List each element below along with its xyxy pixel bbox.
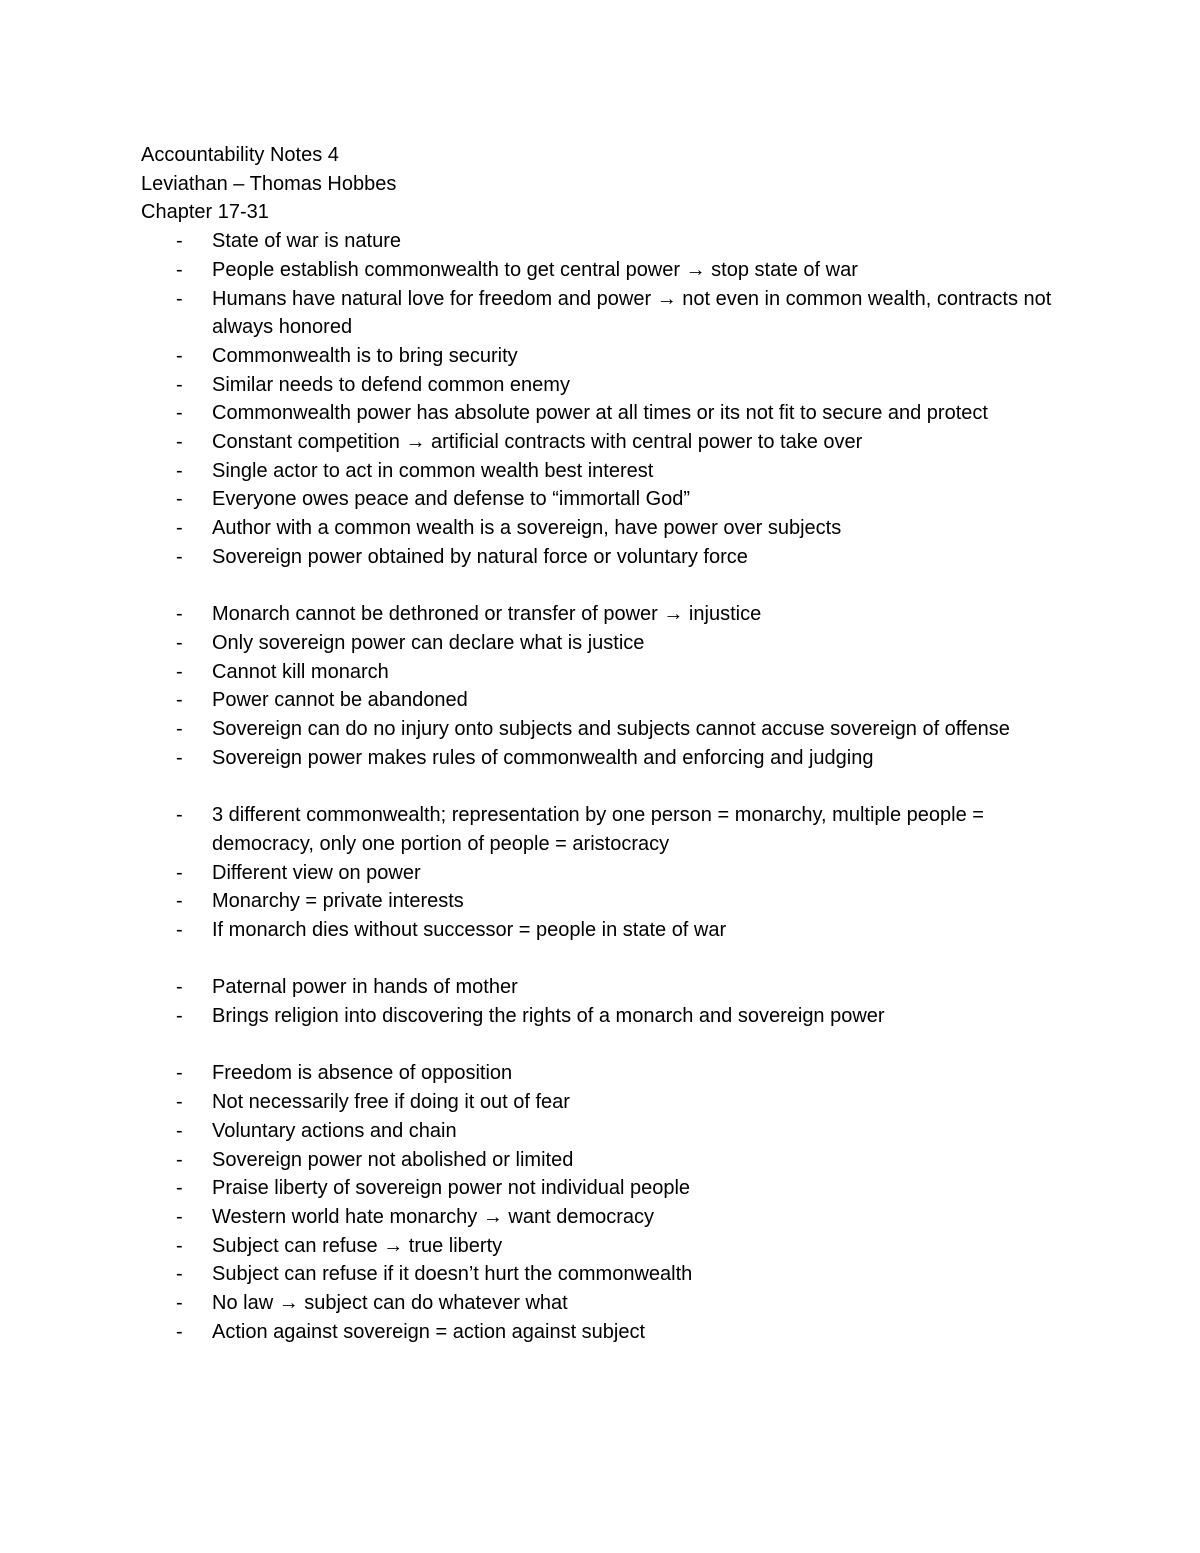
list-item-text: Single actor to act in common wealth best interest bbox=[212, 459, 654, 482]
list-item-text: Action against sovereign = action against subject bbox=[212, 1320, 646, 1343]
list-item-text: Sovereign power not abolished or limited bbox=[212, 1148, 574, 1171]
list-item bbox=[141, 1318, 1071, 1347]
list-item bbox=[141, 1146, 1071, 1175]
section-spacer bbox=[141, 772, 1071, 801]
list-item-text: Sovereign can do no injury onto subjects and subjects cannot accuse sovereign of offense bbox=[212, 718, 1010, 741]
list-item bbox=[141, 428, 1071, 457]
bullet-dash: - bbox=[176, 1234, 183, 1257]
bullet-dash: - bbox=[176, 1091, 183, 1114]
list-item-text: Sovereign power obtained by natural force or voluntary force bbox=[212, 545, 748, 568]
list-item-text: Monarch cannot be dethroned or transfer of power → injustice bbox=[212, 603, 762, 626]
list-item bbox=[141, 1174, 1071, 1203]
list-item bbox=[141, 916, 1071, 945]
bullet-dash: - bbox=[176, 1177, 183, 1200]
list-item bbox=[141, 514, 1071, 543]
list-item-text: Only sovereign power can declare what is justice bbox=[212, 631, 645, 654]
list-item-text: No law → subject can do whatever what bbox=[212, 1292, 568, 1315]
list-item bbox=[141, 887, 1071, 916]
list-item-text: Brings religion into discovering the rights of a monarch and sovereign power bbox=[212, 1005, 885, 1028]
bullet-dash: - bbox=[176, 890, 183, 913]
list-item bbox=[141, 1059, 1071, 1088]
bullet-dash: - bbox=[176, 230, 183, 253]
bullet-dash: - bbox=[176, 660, 183, 683]
document-chapter: Chapter 17-31 bbox=[141, 201, 269, 224]
bullet-dash: - bbox=[176, 1005, 183, 1028]
list-item-text: Western world hate monarchy → want democracy bbox=[212, 1205, 655, 1228]
list-item-text: State of war is nature bbox=[212, 230, 401, 253]
list-item bbox=[141, 457, 1071, 486]
list-item bbox=[141, 1260, 1071, 1289]
bullet-dash: - bbox=[176, 1148, 183, 1171]
list-item-text: Voluntary actions and chain bbox=[212, 1119, 457, 1142]
list-item-text: Commonwealth is to bring security bbox=[212, 344, 518, 367]
list-item-text: Monarchy = private interests bbox=[212, 890, 464, 913]
section-spacer bbox=[141, 1031, 1071, 1060]
bullet-dash: - bbox=[176, 1205, 183, 1228]
list-item-text: Commonwealth power has absolute power at all times or its not fit to secure and protect bbox=[212, 402, 988, 425]
notes-list bbox=[141, 801, 1071, 945]
notes-list bbox=[141, 973, 1071, 1030]
bullet-dash: - bbox=[176, 373, 183, 396]
bullet-dash: - bbox=[176, 603, 183, 626]
list-item bbox=[141, 715, 1071, 744]
bullet-dash: - bbox=[176, 1263, 183, 1286]
list-item bbox=[141, 227, 1071, 256]
list-item-text: Everyone owes peace and defense to “immortall God” bbox=[212, 488, 691, 511]
list-item bbox=[141, 973, 1071, 1002]
list-item bbox=[141, 686, 1071, 715]
bullet-dash: - bbox=[176, 689, 183, 712]
list-item-text: Subject can refuse if it doesn’t hurt the commonwealth bbox=[212, 1263, 693, 1286]
bullet-dash: - bbox=[176, 1062, 183, 1085]
list-item bbox=[141, 1203, 1071, 1232]
section-spacer bbox=[141, 945, 1071, 974]
list-item bbox=[141, 399, 1071, 428]
notes-list bbox=[141, 1059, 1071, 1346]
list-item bbox=[141, 1002, 1071, 1031]
list-item bbox=[141, 658, 1071, 687]
bullet-dash: - bbox=[176, 402, 183, 425]
notes-list bbox=[141, 227, 1071, 571]
bullet-dash: - bbox=[176, 746, 183, 769]
notes-list bbox=[141, 600, 1071, 772]
bullet-dash: - bbox=[176, 1320, 183, 1343]
list-item bbox=[141, 600, 1071, 629]
bullet-dash: - bbox=[176, 545, 183, 568]
document-body bbox=[141, 141, 1071, 1346]
list-item-text: Constant competition → artificial contracts with central power to take over bbox=[212, 431, 863, 454]
list-item-text: Praise liberty of sovereign power not individual people bbox=[212, 1177, 691, 1200]
bullet-dash: - bbox=[176, 517, 183, 540]
list-item bbox=[141, 1117, 1071, 1146]
bullet-dash: - bbox=[176, 976, 183, 999]
list-item-text: 3 different commonwealth; representation by one person = monarchy, multiple people = democracy, only one portion of people = aristocracy bbox=[212, 804, 984, 855]
bullet-dash: - bbox=[176, 631, 183, 654]
list-item bbox=[141, 543, 1071, 572]
document-title: Accountability Notes 4 bbox=[141, 144, 339, 166]
list-item bbox=[141, 859, 1071, 888]
bullet-dash: - bbox=[176, 431, 183, 454]
list-item-text: Different view on power bbox=[212, 861, 421, 884]
list-item bbox=[141, 1289, 1071, 1318]
list-item-text: Sovereign power makes rules of commonwealth and enforcing and judging bbox=[212, 746, 874, 769]
list-item-text: Humans have natural love for freedom and power → not even in common wealth, contracts not always honored bbox=[212, 287, 1052, 339]
list-item bbox=[141, 485, 1071, 514]
list-item-text: Cannot kill monarch bbox=[212, 660, 389, 683]
bullet-dash: - bbox=[176, 344, 183, 367]
bullet-dash: - bbox=[176, 1119, 183, 1142]
bullet-dash: - bbox=[176, 459, 183, 482]
list-item-text: Paternal power in hands of mother bbox=[212, 976, 518, 999]
list-item-text: Power cannot be abandoned bbox=[212, 689, 468, 712]
bullet-dash: - bbox=[176, 1292, 183, 1315]
list-item bbox=[141, 629, 1071, 658]
list-item bbox=[141, 1088, 1071, 1117]
bullet-dash: - bbox=[176, 488, 183, 511]
list-item bbox=[141, 342, 1071, 371]
list-item bbox=[141, 285, 1071, 342]
list-item bbox=[141, 1232, 1071, 1261]
bullet-dash: - bbox=[176, 804, 183, 827]
list-item-text: Freedom is absence of opposition bbox=[212, 1062, 513, 1085]
bullet-dash: - bbox=[176, 861, 183, 884]
list-item-text: Similar needs to defend common enemy bbox=[212, 373, 570, 396]
list-item bbox=[141, 801, 1071, 858]
list-item-text: People establish commonwealth to get central power → stop state of war bbox=[212, 258, 858, 281]
list-item bbox=[141, 371, 1071, 400]
section-spacer bbox=[141, 572, 1071, 601]
list-item-text: Author with a common wealth is a sovereign, have power over subjects bbox=[212, 517, 842, 540]
document-subtitle: Leviathan – Thomas Hobbes bbox=[141, 172, 397, 195]
list-item bbox=[141, 744, 1071, 773]
notes-sections bbox=[141, 227, 1071, 1346]
bullet-dash: - bbox=[176, 918, 183, 941]
list-item-text: Subject can refuse → true liberty bbox=[212, 1234, 503, 1257]
list-item-text: Not necessarily free if doing it out of fear bbox=[212, 1091, 570, 1114]
list-item bbox=[141, 256, 1071, 285]
list-item-text: If monarch dies without successor = people in state of war bbox=[212, 918, 727, 941]
bullet-dash: - bbox=[176, 287, 183, 310]
bullet-dash: - bbox=[176, 718, 183, 741]
bullet-dash: - bbox=[176, 258, 183, 281]
